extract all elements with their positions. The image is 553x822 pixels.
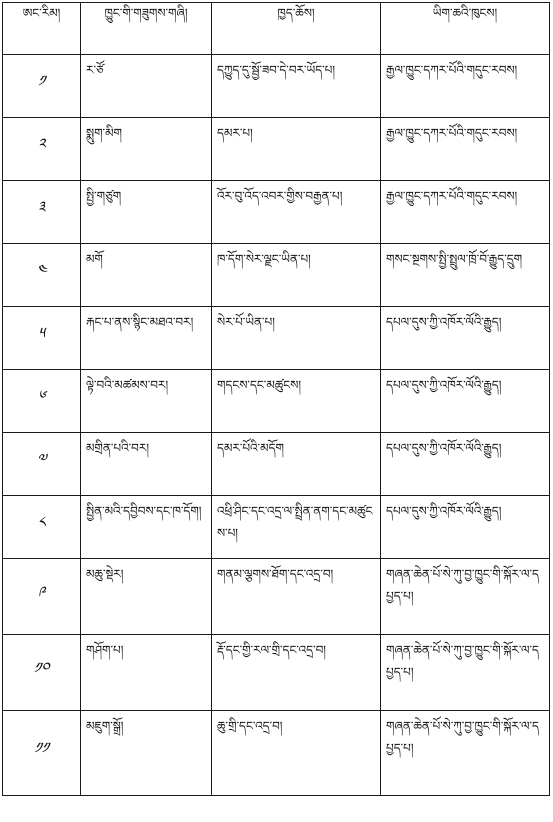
source-cell: གསང་སྔགས་སྤྱི་སྤྲུལ་ཁྲོ་བོ་རྒྱུད་དྲུག <box>381 244 550 307</box>
row-number: ༡༡ <box>3 711 81 796</box>
header-cell-source: ཡིག་ཆའི་ཁུངས། <box>381 3 550 55</box>
feature-cell: གདངས་དང་མཚུངས། <box>212 370 381 433</box>
source-cell: དཔལ་དུས་ཀྱི་འཁོར་ལོའི་རྒྱུད། <box>381 370 550 433</box>
source-cell: གཞན་ཆེན་པོ་སེ་ཀུ་བྱ་ཁྱུང་གི་སྐོར་ལ་དཔྱད་པ། <box>381 635 550 711</box>
body-part-cell: ལྟེ་བའི་མཚམས་བར། <box>81 370 212 433</box>
body-part-cell: མཆུ་སྡེར། <box>81 559 212 635</box>
feature-cell: གནམ་ལྕགས་ཐོག་དང་འདྲ་བ། <box>212 559 381 635</box>
source-cell: དཔལ་དུས་ཀྱི་འཁོར་ལོའི་རྒྱུད། <box>381 496 550 559</box>
table-row <box>3 433 550 496</box>
body-part-cell: སྤྱིན་མའི་དབྱིབས་དང་ཁ་དོག། <box>81 496 212 559</box>
body-part-cell: སྤྱི་གཙུག <box>81 181 212 244</box>
source-cell: རྒྱལ་ཁྱུང་དཀར་པོའི་གདུང་རབས། <box>381 181 550 244</box>
header-row <box>3 3 550 55</box>
source-cell: རྒྱལ་ཁྱུང་དཀར་པོའི་གདུང་རབས། <box>381 55 550 118</box>
table-row <box>3 559 550 635</box>
header-cell-number: ཨང་རིམ། <box>3 3 81 55</box>
feature-cell: དཀྱུད་དུ་སྦྱོ་ཟབ་དེ་བར་ཡོད་པ། <box>212 55 381 118</box>
table-row <box>3 181 550 244</box>
source-cell: དཔལ་དུས་ཀྱི་འཁོར་ལོའི་རྒྱུད། <box>381 433 550 496</box>
row-number: ༩ <box>3 559 81 635</box>
table-row <box>3 55 550 118</box>
feature-cell: སེར་པོ་ཡིན་པ། <box>212 307 381 370</box>
source-cell: གཞན་ཆེན་པོ་སེ་ཀུ་བྱ་ཁྱུང་གི་སྐོར་ལ་དཔྱད་པ། <box>381 711 550 796</box>
feature-cell: འོར་བུ་འོད་འབར་གྱིས་བརྒྱན་པ། <box>212 181 381 244</box>
row-number: ༡༠ <box>3 635 81 711</box>
row-number: ༨ <box>3 496 81 559</box>
table-row <box>3 244 550 307</box>
row-number: ༤ <box>3 244 81 307</box>
body-part-cell: རྐང་པ་ནས་སྙིང་མཐའ་བར། <box>81 307 212 370</box>
feature-cell: དམར་པོའི་མདོག <box>212 433 381 496</box>
table-row <box>3 711 550 796</box>
source-cell: རྒྱལ་ཁྱུང་དཀར་པོའི་གདུང་རབས། <box>381 118 550 181</box>
body-part-cell: ར་ཙོ <box>81 55 212 118</box>
table-row <box>3 635 550 711</box>
row-number: ༢ <box>3 118 81 181</box>
body-part-cell: སྨུག་མིག <box>81 118 212 181</box>
table-row <box>3 496 550 559</box>
row-number: ༣ <box>3 181 81 244</box>
row-number: ༦ <box>3 370 81 433</box>
feature-cell: ཆུ་གྲི་དང་འདྲ་བ། <box>212 711 381 796</box>
document-page <box>2 2 549 818</box>
feature-cell: འཕྲི་ཤིང་དང་འདྲ་ལ་སྤྲིན་ནག་དང་མཚུངས་པ། <box>212 496 381 559</box>
garuda-features-table <box>2 2 550 796</box>
feature-cell: རྡོ་དང་གྱི་རལ་གྲི་དང་འདྲ་བ། <box>212 635 381 711</box>
row-number: ༥ <box>3 307 81 370</box>
row-number: ༧ <box>3 433 81 496</box>
row-number: ༡ <box>3 55 81 118</box>
table-row <box>3 370 550 433</box>
feature-cell: དམར་པ། <box>212 118 381 181</box>
source-cell: གཞན་ཆེན་པོ་སེ་ཀུ་བྱ་ཁྱུང་གི་སྐོར་ལ་དཔྱད་པ། <box>381 559 550 635</box>
header-cell-feature: ཁྱད་ཆོས། <box>212 3 381 55</box>
body-part-cell: མཇུག་སྒྲོ། <box>81 711 212 796</box>
table-row <box>3 307 550 370</box>
body-part-cell: མགྲིན་པའི་བར། <box>81 433 212 496</box>
feature-cell: ཁ་དོག་སེར་ལྗང་ཡིན་པ། <box>212 244 381 307</box>
table-row <box>3 118 550 181</box>
source-cell: དཔལ་དུས་ཀྱི་འཁོར་ལོའི་རྒྱུད། <box>381 307 550 370</box>
body-part-cell: མགོ <box>81 244 212 307</box>
header-cell-body-part: ཁྱུང་གི་གཟུགས་གཞི། <box>81 3 212 55</box>
body-part-cell: གཤོག་པ། <box>81 635 212 711</box>
